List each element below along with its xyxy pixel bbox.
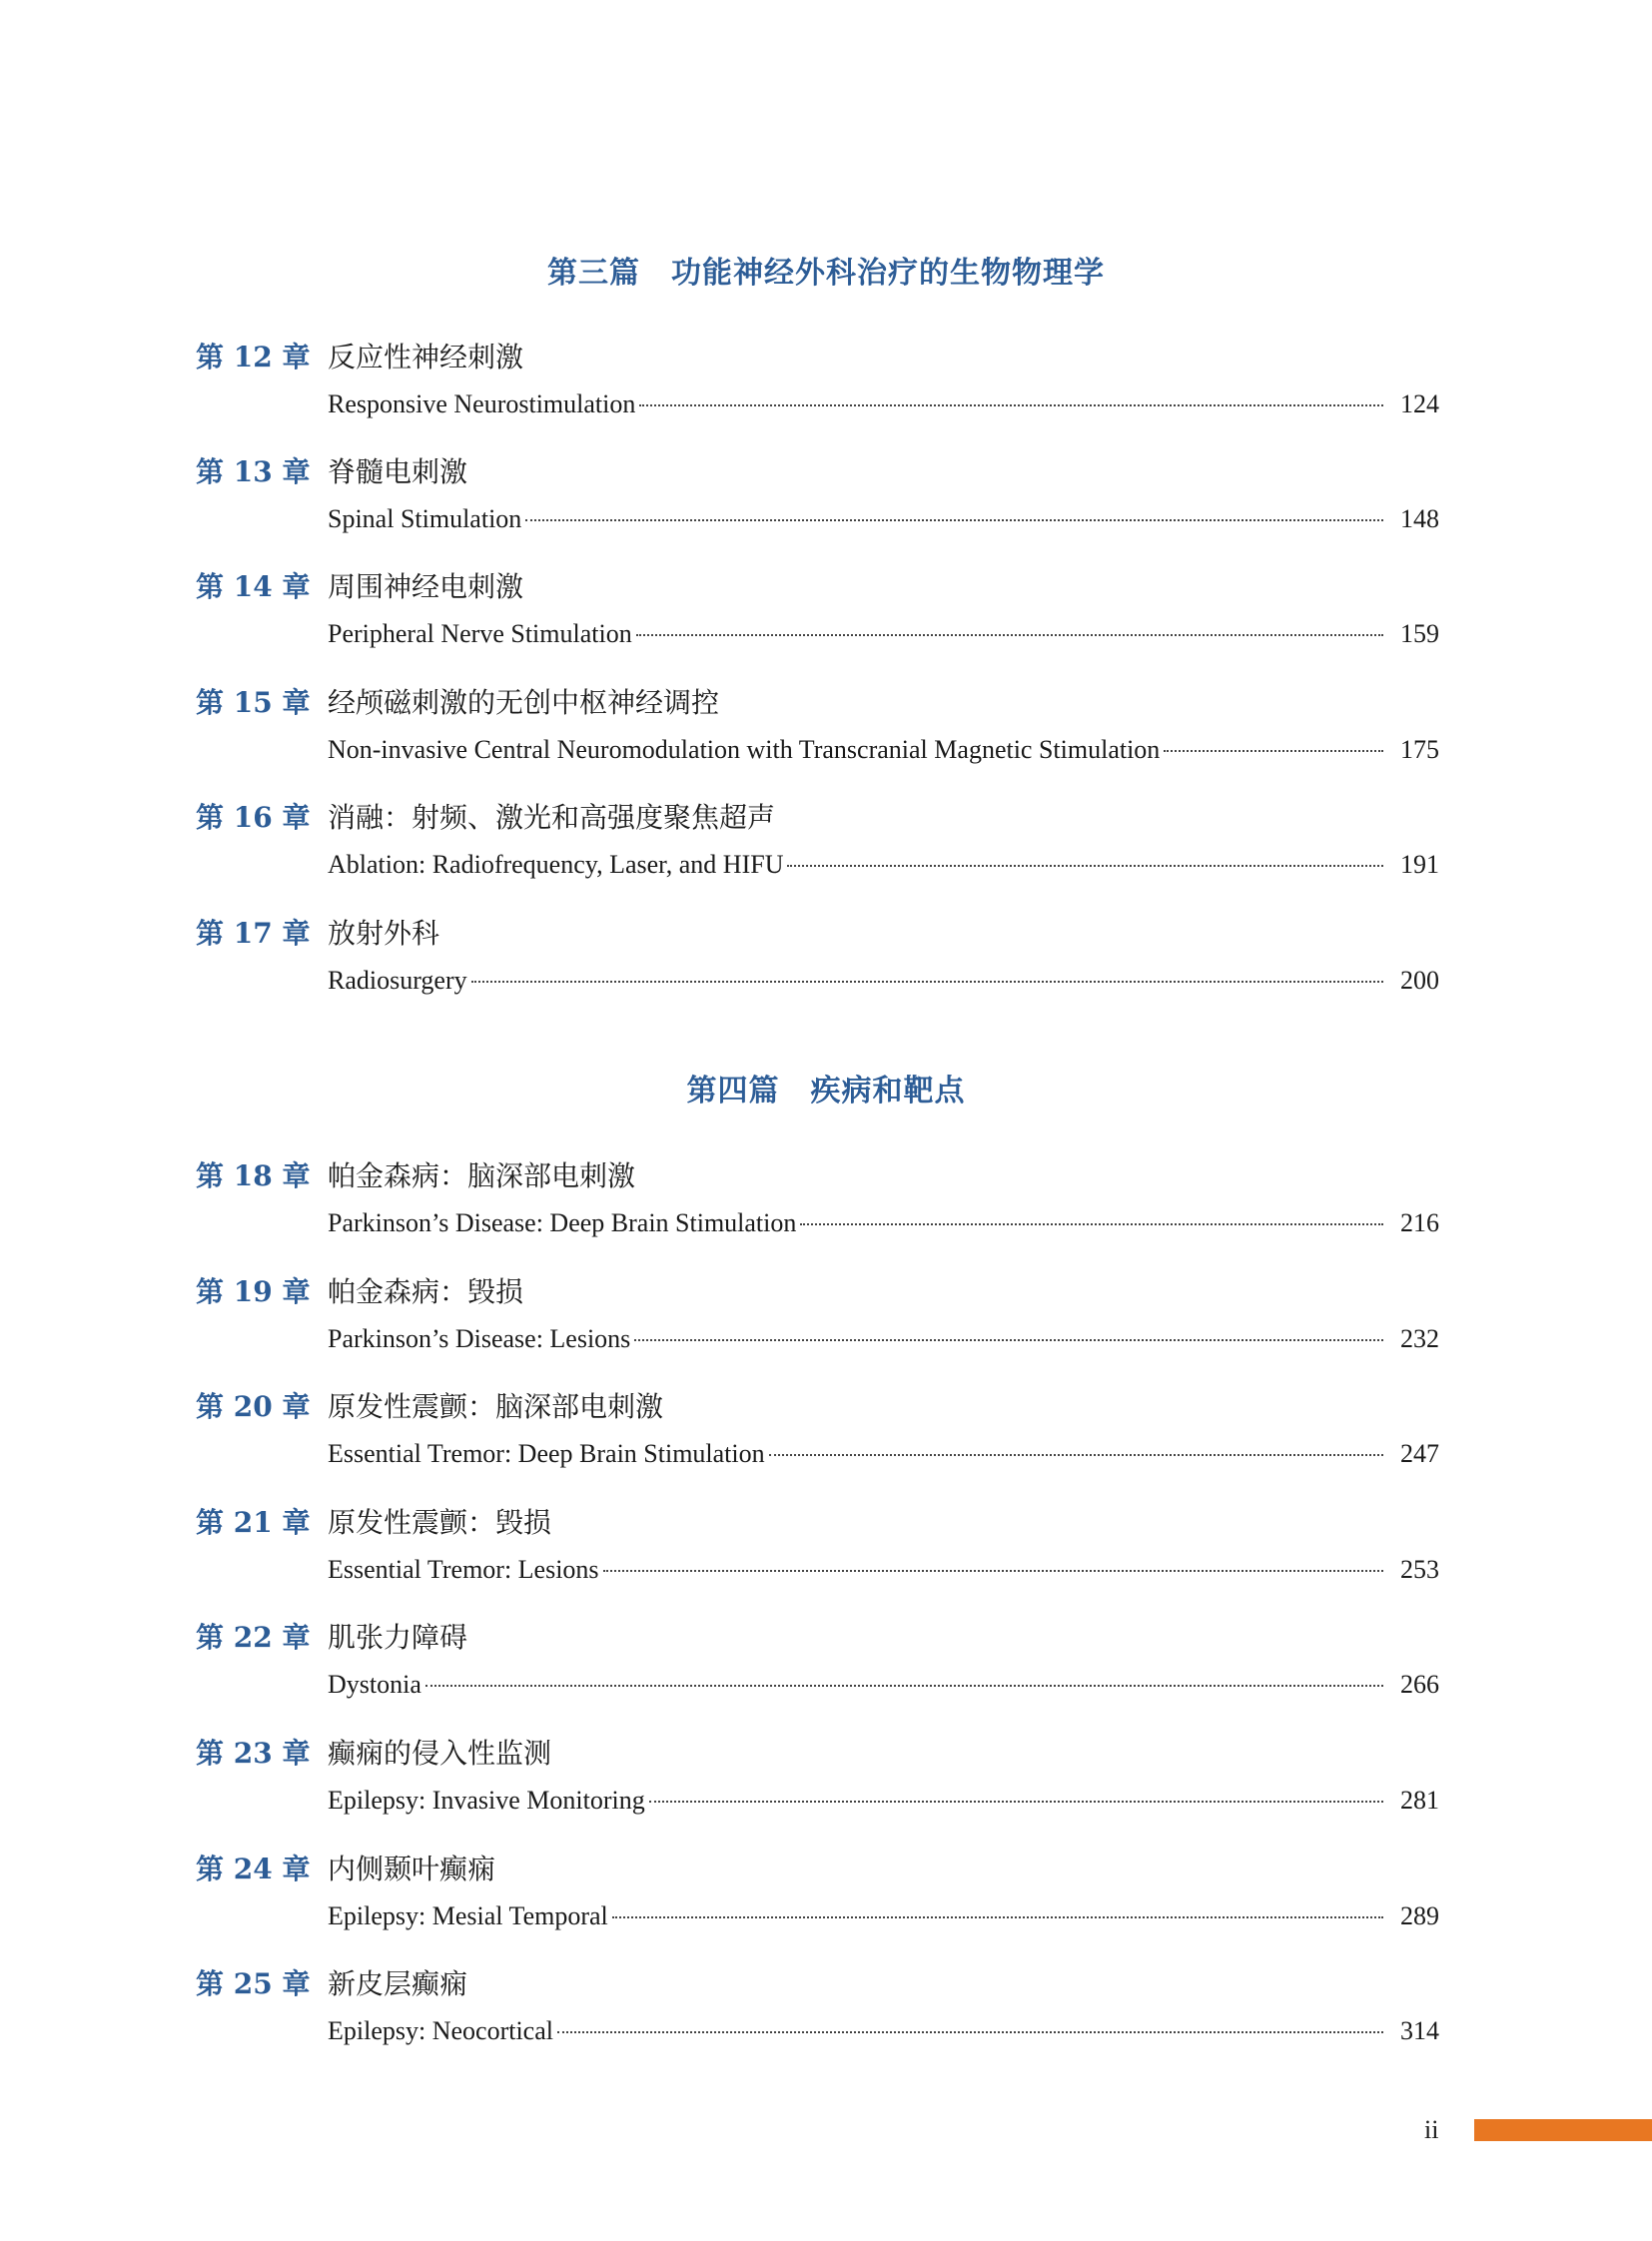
chapter-number: 第 23 章 <box>196 1737 311 1770</box>
chapter-title-en: Epilepsy: Invasive Monitoring <box>328 1786 645 1815</box>
page-number: 191 <box>1400 850 1439 879</box>
toc-entry[interactable] <box>196 1616 1439 1726</box>
toc-entry[interactable] <box>196 1732 1439 1842</box>
accent-bar <box>1474 2119 1652 2141</box>
chapter-title-en: Spinal Stimulation <box>328 504 522 533</box>
chapter-title-zh: 内侧颞叶癫痫 <box>328 1853 496 1885</box>
page-number: 200 <box>1400 966 1439 995</box>
part-title: 第四篇 疾病和靶点 <box>686 1074 966 1109</box>
dot-leader <box>636 634 1383 636</box>
chapter-number: 第 24 章 <box>196 1853 311 1885</box>
dot-leader <box>557 2031 1383 2033</box>
chapter-number: 第 22 章 <box>196 1621 311 1654</box>
chapter-line-en <box>328 735 1439 765</box>
page-number: 175 <box>1400 735 1439 764</box>
chapter-number: 第 12 章 <box>196 341 311 374</box>
dot-leader <box>639 404 1383 406</box>
chapter-title-en: Peripheral Nerve Stimulation <box>328 619 632 648</box>
toc-entry[interactable] <box>196 1962 1439 2072</box>
chapter-number: 第 18 章 <box>196 1159 311 1192</box>
chapter-line-en <box>328 1208 1439 1238</box>
chapter-title-en: Ablation: Radiofrequency, Laser, and HIFU <box>328 850 784 879</box>
chapter-title-zh: 帕金森病：脑深部电刺激 <box>328 1159 636 1192</box>
toc-entry[interactable] <box>196 1154 1439 1264</box>
chapter-number: 第 19 章 <box>196 1275 311 1308</box>
dot-leader <box>649 1801 1383 1803</box>
chapter-line-en <box>328 1901 1439 1931</box>
chapter-title-zh: 放射外科 <box>328 917 440 950</box>
dot-leader <box>612 1916 1383 1918</box>
chapter-title-zh: 肌张力障碍 <box>328 1621 468 1654</box>
chapter-title-en: Epilepsy: Neocortical <box>328 2016 553 2045</box>
chapter-title-en: Parkinson’s Disease: Deep Brain Stimulation <box>328 1208 797 1237</box>
dot-leader <box>603 1570 1383 1572</box>
page-number: 289 <box>1400 1901 1439 1930</box>
chapter-title-zh: 反应性神经刺激 <box>328 341 524 374</box>
dot-leader <box>769 1454 1383 1456</box>
page-number: 148 <box>1400 504 1439 533</box>
chapter-title-zh: 脊髓电刺激 <box>328 455 468 488</box>
chapter-title-en: Dystonia <box>328 1670 421 1699</box>
toc-entry[interactable] <box>196 1848 1439 1957</box>
toc-entry[interactable] <box>196 912 1439 1022</box>
chapter-number: 第 17 章 <box>196 917 311 950</box>
page-number: 232 <box>1400 1324 1439 1353</box>
chapter-line-en <box>328 1324 1439 1354</box>
toc-entry[interactable] <box>196 565 1439 675</box>
page-number: 281 <box>1400 1786 1439 1815</box>
part-title: 第三篇 功能神经外科治疗的生物物理学 <box>547 256 1105 291</box>
chapter-line-en <box>328 2016 1439 2046</box>
chapter-line-en <box>328 1555 1439 1585</box>
dot-leader <box>425 1685 1383 1687</box>
chapter-title-zh: 帕金森病：毁损 <box>328 1275 524 1308</box>
page-number: 216 <box>1400 1208 1439 1237</box>
chapter-number: 第 21 章 <box>196 1506 311 1539</box>
dot-leader <box>1164 750 1383 752</box>
chapter-title-zh: 癫痫的侵入性监测 <box>328 1737 552 1770</box>
dot-leader <box>787 865 1383 867</box>
chapter-title-zh: 原发性震颤：脑深部电刺激 <box>328 1390 664 1423</box>
chapter-line-en <box>328 619 1439 649</box>
chapter-title-zh: 经颅磁刺激的无创中枢神经调控 <box>328 686 720 719</box>
chapter-line-en <box>328 1439 1439 1469</box>
chapter-title-zh: 原发性震颤：毁损 <box>328 1506 552 1539</box>
chapter-line-en <box>328 1786 1439 1816</box>
folio-page-number: ii <box>1424 2115 1439 2144</box>
chapter-number: 第 20 章 <box>196 1390 311 1423</box>
dot-leader <box>800 1223 1383 1225</box>
page-number: 314 <box>1400 2016 1439 2045</box>
chapter-number: 第 13 章 <box>196 455 311 488</box>
chapter-line-en <box>328 389 1439 419</box>
chapter-number: 第 16 章 <box>196 801 311 834</box>
chapter-title-en: Essential Tremor: Deep Brain Stimulation <box>328 1439 765 1468</box>
chapter-title-en: Responsive Neurostimulation <box>328 389 636 418</box>
toc-entry[interactable] <box>196 681 1439 791</box>
page-number: 247 <box>1400 1439 1439 1468</box>
chapter-title-en: Radiosurgery <box>328 966 467 995</box>
chapter-title-en: Essential Tremor: Lesions <box>328 1555 599 1584</box>
chapter-line-en <box>328 850 1439 880</box>
chapter-title-en: Parkinson’s Disease: Lesions <box>328 1324 631 1353</box>
chapter-title-zh: 消融：射频、激光和高强度聚焦超声 <box>328 801 776 834</box>
toc-entry[interactable] <box>196 1385 1439 1495</box>
toc-entry[interactable] <box>196 1501 1439 1611</box>
chapter-number: 第 25 章 <box>196 1967 311 2000</box>
chapter-number: 第 14 章 <box>196 570 311 603</box>
dot-leader <box>525 519 1383 521</box>
page-number: 124 <box>1400 389 1439 418</box>
dot-leader <box>634 1339 1383 1341</box>
toc-entry[interactable] <box>196 796 1439 906</box>
chapter-title-zh: 新皮层癫痫 <box>328 1967 468 2000</box>
page-number: 266 <box>1400 1670 1439 1699</box>
chapter-number: 第 15 章 <box>196 686 311 719</box>
chapter-title-zh: 周围神经电刺激 <box>328 570 524 603</box>
chapter-line-en <box>328 966 1439 996</box>
page-number: 253 <box>1400 1555 1439 1584</box>
chapter-line-en <box>328 1670 1439 1700</box>
toc-entry[interactable] <box>196 336 1439 445</box>
toc-entry[interactable] <box>196 1270 1439 1380</box>
chapter-title-en: Non-invasive Central Neuromodulation with Transcranial Magnetic Stimulation <box>328 735 1161 764</box>
chapter-title-en: Epilepsy: Mesial Temporal <box>328 1901 608 1930</box>
toc-entry[interactable] <box>196 450 1439 560</box>
dot-leader <box>471 981 1383 983</box>
page-number: 159 <box>1400 619 1439 648</box>
chapter-line-en <box>328 504 1439 534</box>
